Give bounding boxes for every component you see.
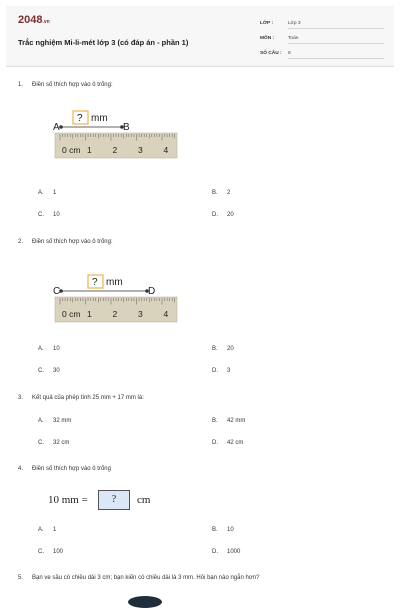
question-2: 2. Điền số thích hợp vào ô trống:	[18, 239, 113, 245]
blank-mark: ?	[77, 113, 83, 124]
label-end: D	[148, 286, 156, 297]
meta-question-count: SỐ CÂU : 8	[260, 50, 386, 60]
label-start: C	[53, 286, 61, 297]
option-1d[interactable]: D. 20	[212, 212, 234, 218]
option-2d[interactable]: D. 3	[212, 368, 231, 374]
question-count-field: 8	[288, 51, 384, 59]
conversion-equation	[48, 489, 168, 511]
ruler-number-3: 3	[138, 145, 143, 155]
blank-mark: ?	[92, 277, 98, 288]
subject-field: Toán	[288, 36, 384, 44]
option-2b[interactable]: B. 20	[212, 346, 234, 352]
equation-left: 10 mm =	[48, 494, 88, 506]
ruler-number-2: 2	[112, 145, 118, 155]
option-1a[interactable]: A. 1	[38, 190, 57, 196]
question-1: 1. Điền số thích hợp vào ô trống:	[18, 82, 113, 88]
option-4d[interactable]: D. 1000	[212, 549, 241, 555]
ruler-zero-label: 0 cm	[62, 145, 81, 155]
ruler-number-3: 3	[138, 309, 143, 319]
equation-unit: cm	[137, 494, 151, 506]
option-4c[interactable]: C. 100	[38, 549, 64, 555]
question-3: 3. Kết quả của phép tính 25 mm + 17 mm là:	[18, 395, 144, 401]
ruler-number-4: 4	[163, 145, 169, 155]
option-2a[interactable]: A. 10	[38, 346, 60, 352]
worksheet-header	[6, 6, 394, 67]
ruler-number-2: 2	[112, 309, 118, 319]
option-4b[interactable]: B. 10	[212, 527, 234, 533]
ruler-figure-1	[52, 108, 182, 160]
unit-label: mm	[106, 277, 123, 288]
unit-label: mm	[91, 113, 108, 124]
option-3c[interactable]: C. 32 cm	[38, 440, 70, 446]
option-3d[interactable]: D. 42 cm	[212, 440, 244, 446]
ruler-number-1: 1	[87, 309, 92, 319]
point-start	[59, 125, 63, 129]
label-start: A	[53, 122, 60, 133]
meta-class: LỚP : Lớp 3	[260, 20, 386, 30]
label-end: B	[123, 122, 130, 133]
option-1c[interactable]: C. 10	[38, 212, 60, 218]
class-field: Lớp 3	[288, 21, 384, 29]
ruler-figure-2	[52, 272, 182, 324]
answer-box[interactable]: ?	[98, 490, 130, 510]
ruler-number-4: 4	[163, 309, 169, 319]
cicada-image	[128, 596, 162, 608]
meta-subject: MÔN : Toán	[260, 35, 386, 45]
option-3a[interactable]: A. 32 mm	[38, 418, 72, 424]
question-4: 4. Điền số thích hợp vào ô trống	[18, 466, 111, 472]
question-5: 5. Bạn ve sầu có chiều dài 3 cm; bạn kiến có chiều dài là 3 mm. Hỏi bạn nào ngắn hơn?	[18, 575, 260, 581]
ruler-zero-label: 0 cm	[62, 309, 81, 319]
page-title: Trắc nghiệm Mi-li-mét lớp 3 (có đáp án - phần 1)	[18, 38, 189, 47]
option-3b[interactable]: B. 42 mm	[212, 418, 246, 424]
ruler-number-1: 1	[87, 145, 92, 155]
option-4a[interactable]: A. 1	[38, 527, 57, 533]
option-2c[interactable]: C. 30	[38, 368, 60, 374]
site-logo[interactable]: 2048.vn	[18, 14, 50, 26]
option-1b[interactable]: B. 2	[212, 190, 231, 196]
